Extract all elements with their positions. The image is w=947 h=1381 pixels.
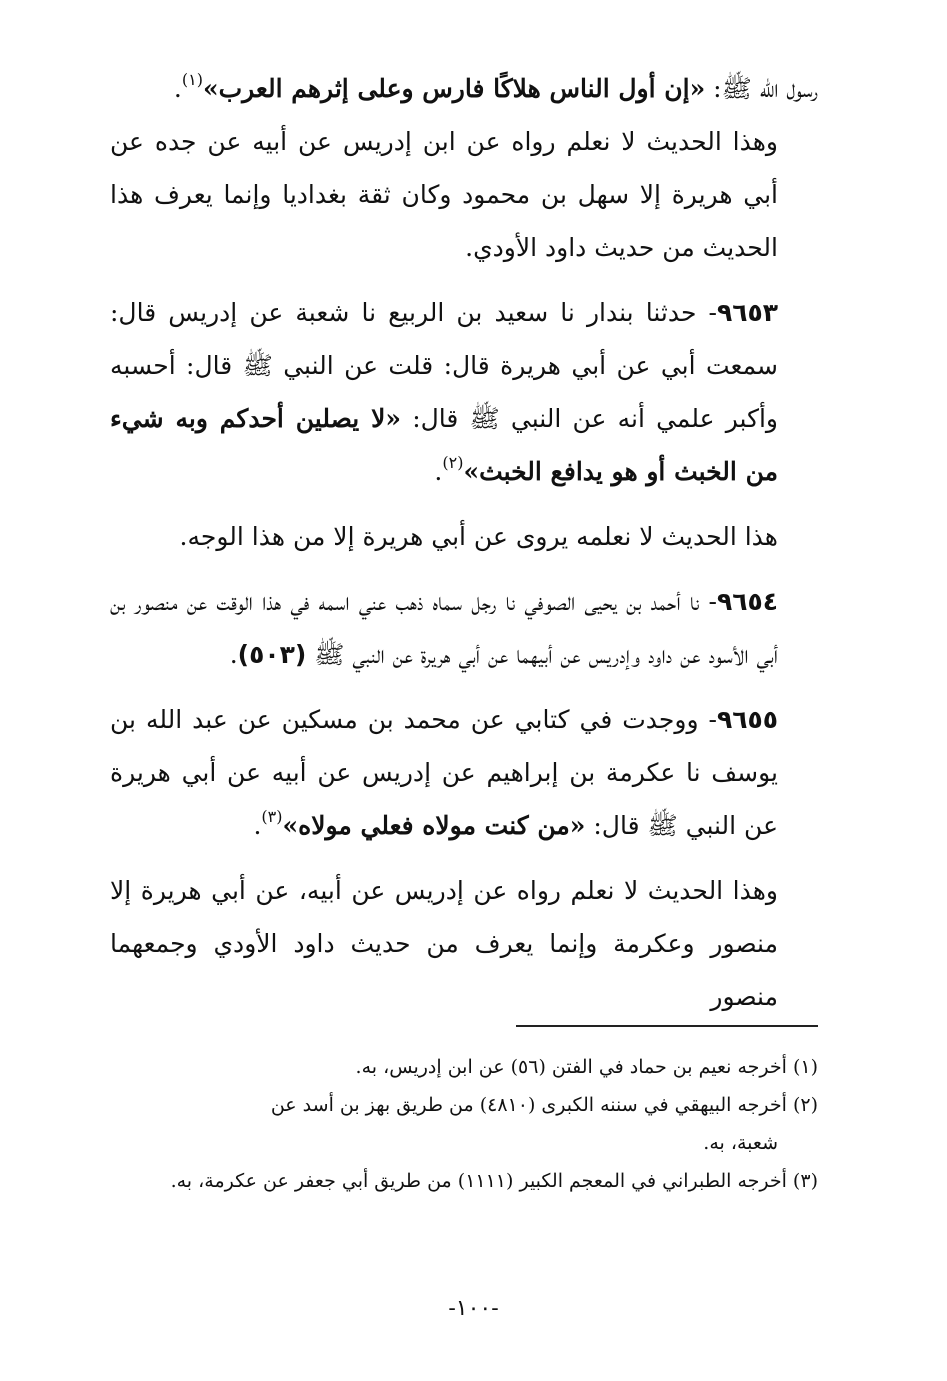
footnote-divider (516, 1025, 818, 1027)
hadith-chain: - حدثنا بندار نا سعيد بن الربيع نا شعبة عن إدريس قال: سمعت أبي عن أبي هريرة قال: قلت عن النبي ﷺ قال: أحسبه وأكبر علمي أنه عن النبي ﷺ قال: (110, 298, 778, 433)
page-body (110, 62, 818, 1023)
hadith-chain: - ووجدت في كتابي عن محمد بن مسكين عن عبد الله بن يوسف نا عكرمة بن إبراهيم عن إدريس عن أبيه عن أبي هريرة عن النبي ﷺ قال: (110, 705, 778, 840)
hadith-number: ٩٦٥٣ (716, 298, 778, 327)
hadith-9654 (110, 575, 818, 681)
footnotes (110, 1048, 818, 1200)
paragraph-commentary: وهذا الحديث لا نعلم رواه عن ابن إدريس عن أبيه عن جده عن أبي هريرة إلا سهل بن محمود وكان ثقة بغداديا وإنما يعرف هذا الحديث من حديث داود الأودي. (110, 127, 778, 262)
cross-reference: (٥٠٣) (237, 640, 307, 669)
footnote-ref-3[interactable]: (٣) (261, 807, 283, 826)
paragraph-commentary: وهذا الحديث لا نعلم رواه عن إدريس عن أبيه، عن أبي هريرة إلا منصور وعكرمة وإنما يعرف من حديث داود الأودي وجمعهما منصور (110, 876, 778, 1011)
text-run: رسول الله ﷺ: (705, 74, 818, 103)
text-run: . (434, 457, 443, 486)
footnote-1: (١) أخرجه نعيم بن حماد في الفتن (٥٦) عن ابن إدريس، به. (355, 1056, 818, 1078)
paragraph-continuation (110, 62, 818, 115)
text-run: . (253, 811, 262, 840)
hadith-number: ٩٦٥٤ (716, 587, 778, 616)
paragraph-commentary: هذا الحديث لا نعلمه يروى عن أبي هريرة إلا من هذا الوجه. (179, 522, 778, 551)
footnote-ref-2[interactable]: (٢) (442, 453, 464, 472)
text-run: . (173, 74, 182, 103)
hadith-quote: «لا يصلين أحدكم وبه شيء من الخبث أو هو يدافع الخبث» (110, 404, 778, 486)
hadith-quote: «من كنت مولاه فعلي مولاه» (282, 811, 586, 840)
footnote-3: (٣) أخرجه الطبراني في المعجم الكبير (١١١١) من طريق أبي جعفر عن عكرمة، به. (170, 1170, 818, 1192)
hadith-quote: «إن أول الناس هلاكًا فارس وعلى إثرهم العرب» (202, 74, 706, 103)
page-number: -١٠٠- (448, 1296, 499, 1321)
hadith-chain: - نا أحمد بن يحيى الصوفي نا رجل سماه ذهب عني اسمه في هذا الوقت عن منصور بن أبي الأسود عن داود وإدريس عن أبيهما عن أبي هريرة عن النبي ﷺ (110, 587, 778, 669)
hadith-9653 (110, 286, 818, 498)
footnote-2: (٢) أخرجه البيهقي في سننه الكبرى (٤٨١٠) من طريق بهز بن أسد عن (270, 1094, 818, 1116)
hadith-number: ٩٦٥٥ (716, 705, 778, 734)
text-run: . (229, 640, 238, 669)
hadith-9655 (110, 693, 818, 852)
footnote-2-continued: شعبة، به. (703, 1132, 778, 1154)
footnote-ref-1[interactable]: (١) (181, 70, 203, 89)
